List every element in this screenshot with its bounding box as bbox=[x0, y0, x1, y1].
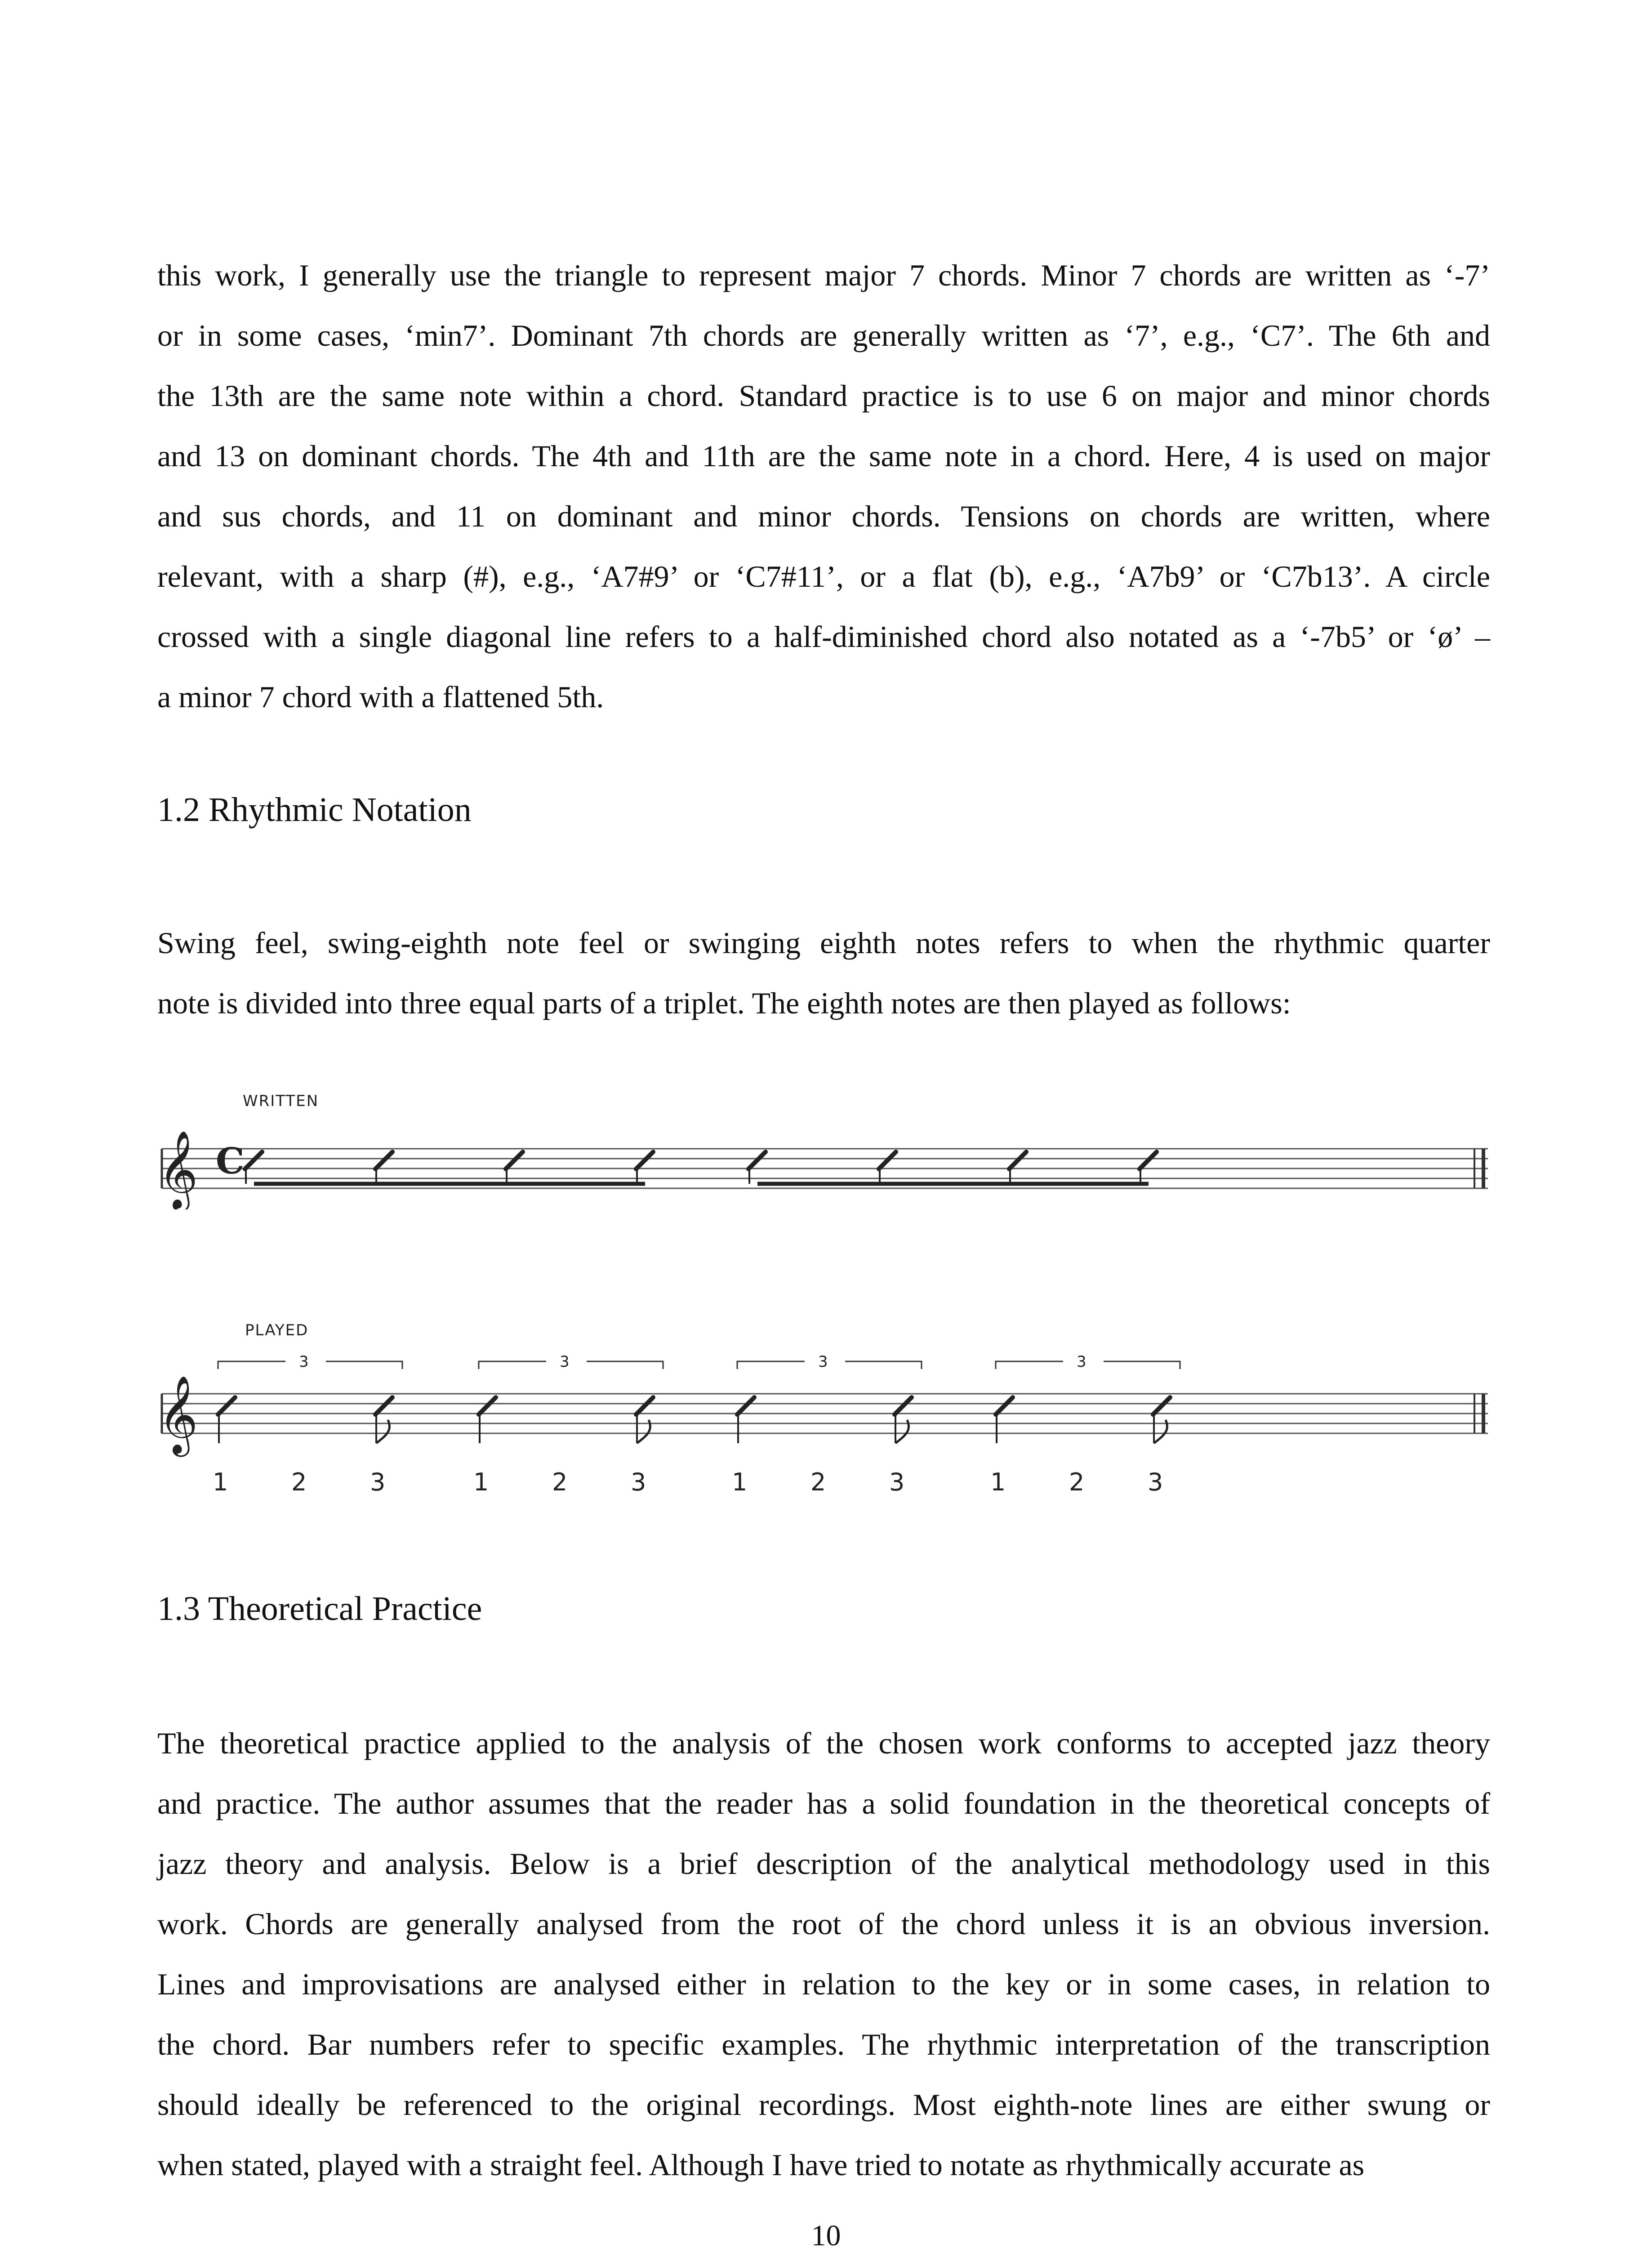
treble-clef-icon: 𝄞 bbox=[158, 1375, 198, 1454]
common-time-signature: C bbox=[216, 1140, 245, 1182]
played-rhythm-figure bbox=[148, 1313, 1492, 1502]
text-line: should ideally be referenced to the original recordings. Most eighth-note lines are either swung or bbox=[157, 2087, 1490, 2122]
text-line: a minor 7 chord with a flattened 5th. bbox=[157, 680, 604, 714]
tuplet-bracket-left bbox=[218, 1361, 285, 1369]
beat-count: 3 bbox=[889, 1468, 905, 1496]
page-number: 10 bbox=[811, 2219, 841, 2248]
treble-clef-icon: 𝄞 bbox=[158, 1130, 198, 1209]
tuplet-bracket-left bbox=[737, 1361, 805, 1369]
text-line: and 13 on dominant chords. The 4th and 11th are the same note in a chord. Here, 4 is used on major bbox=[157, 439, 1490, 473]
text-line: relevant, with a sharp (#), e.g., ‘A7#9’ or ‘C7#11’, or a flat (b), e.g., ‘A7b9’ or ‘C7b13’. A circle bbox=[157, 559, 1490, 593]
eighth-slash-notehead bbox=[1153, 1397, 1170, 1414]
written-rhythm-figure bbox=[148, 1075, 1492, 1209]
text-line: the 13th are the same note within a chord. Standard practice is to use 6 on major and minor chords bbox=[157, 379, 1490, 413]
slash-notehead bbox=[1009, 1152, 1026, 1169]
beat-count: 1 bbox=[473, 1468, 489, 1496]
beat-count: 2 bbox=[291, 1468, 307, 1496]
tuplet-bracket-left bbox=[996, 1361, 1063, 1369]
beat-count: 3 bbox=[631, 1468, 646, 1496]
tuplet-bracket-right bbox=[845, 1361, 922, 1369]
text-line: crossed with a single diagonal line refers to a half-diminished chord also notated as a ‘-7b5’ or ‘ø’ – bbox=[157, 620, 1490, 654]
played-label: PLAYED bbox=[245, 1321, 309, 1339]
beat-count: 2 bbox=[1069, 1468, 1085, 1496]
paragraph-theoretical-practice bbox=[157, 1713, 1490, 2195]
paragraph-swing-feel bbox=[157, 913, 1490, 1033]
eighth-slash-notehead bbox=[895, 1397, 912, 1414]
tuplet-number: 3 bbox=[299, 1353, 309, 1371]
text-line: this work, I generally use the triangle to represent major 7 chords. Minor 7 chords are written as ‘-7’ bbox=[157, 258, 1490, 292]
slash-notehead bbox=[245, 1152, 262, 1169]
eighth-slash-notehead bbox=[375, 1397, 392, 1414]
tuplet-number: 3 bbox=[1077, 1353, 1086, 1371]
tuplet-bracket-right bbox=[326, 1361, 402, 1369]
eighth-slash-notehead bbox=[636, 1397, 653, 1414]
text-line: the chord. Bar numbers refer to specific examples. The rhythmic interpretation of the transcription bbox=[157, 2027, 1490, 2061]
tuplet-number: 3 bbox=[818, 1353, 828, 1371]
text-line: Swing feel, swing-eighth note feel or swinging eighth notes refers to when the rhythmic quarter bbox=[157, 926, 1490, 960]
heading-rhythmic-notation: 1.2 Rhythmic Notation bbox=[157, 791, 472, 829]
tuplet-bracket-right bbox=[1104, 1361, 1180, 1369]
slash-notehead bbox=[748, 1152, 766, 1169]
slash-notehead bbox=[506, 1152, 523, 1169]
text-line: Lines and improvisations are analysed either in relation to the key or in some cases, in relation to bbox=[157, 1967, 1490, 2001]
beat-count: 3 bbox=[1148, 1468, 1163, 1496]
quarter-slash-notehead bbox=[479, 1397, 496, 1414]
quarter-slash-notehead bbox=[218, 1397, 235, 1414]
beat-count: 1 bbox=[732, 1468, 748, 1496]
heading-theoretical-practice: 1.3 Theoretical Practice bbox=[157, 1590, 482, 1628]
text-line: or in some cases, ‘min7’. Dominant 7th chords are generally written as ‘7’, e.g., ‘C7’. The 6th and bbox=[157, 318, 1490, 352]
beat-count: 1 bbox=[213, 1468, 228, 1496]
text-line: and sus chords, and 11 on dominant and minor chords. Tensions on chords are written, where bbox=[157, 499, 1490, 533]
text-line: jazz theory and analysis. Below is a brief description of the analytical methodology used in this bbox=[157, 1847, 1490, 1881]
text-line: and practice. The author assumes that the reader has a solid foundation in the theoretical concepts of bbox=[157, 1786, 1490, 1820]
tuplet-bracket-left bbox=[479, 1361, 546, 1369]
paragraph-chord-notation bbox=[157, 245, 1490, 727]
quarter-slash-notehead bbox=[737, 1397, 754, 1414]
quarter-slash-notehead bbox=[996, 1397, 1013, 1414]
text-line: note is divided into three equal parts of a triplet. The eighth notes are then played as follows: bbox=[157, 986, 1291, 1020]
tuplet-number: 3 bbox=[560, 1353, 570, 1371]
text-line: when stated, played with a straight feel. Although I have tried to notate as rhythmically accurate as bbox=[157, 2148, 1365, 2182]
beat-count: 2 bbox=[552, 1468, 568, 1496]
tuplet-bracket-right bbox=[587, 1361, 663, 1369]
played-triplet-groups bbox=[213, 1353, 1180, 1496]
written-label: WRITTEN bbox=[243, 1092, 319, 1110]
slash-notehead bbox=[375, 1152, 392, 1169]
text-line: The theoretical practice applied to the analysis of the chosen work conforms to accepted jazz theory bbox=[157, 1726, 1490, 1760]
beat-count: 1 bbox=[990, 1468, 1006, 1496]
slash-notehead bbox=[1140, 1152, 1157, 1169]
slash-notehead bbox=[879, 1152, 896, 1169]
beat-count: 3 bbox=[370, 1468, 386, 1496]
slash-notehead bbox=[636, 1152, 653, 1169]
text-line: work. Chords are generally analysed from the root of the chord unless it is an obvious inversion. bbox=[157, 1907, 1490, 1941]
beat-count: 2 bbox=[810, 1468, 826, 1496]
staff-lines bbox=[162, 1394, 1488, 1433]
